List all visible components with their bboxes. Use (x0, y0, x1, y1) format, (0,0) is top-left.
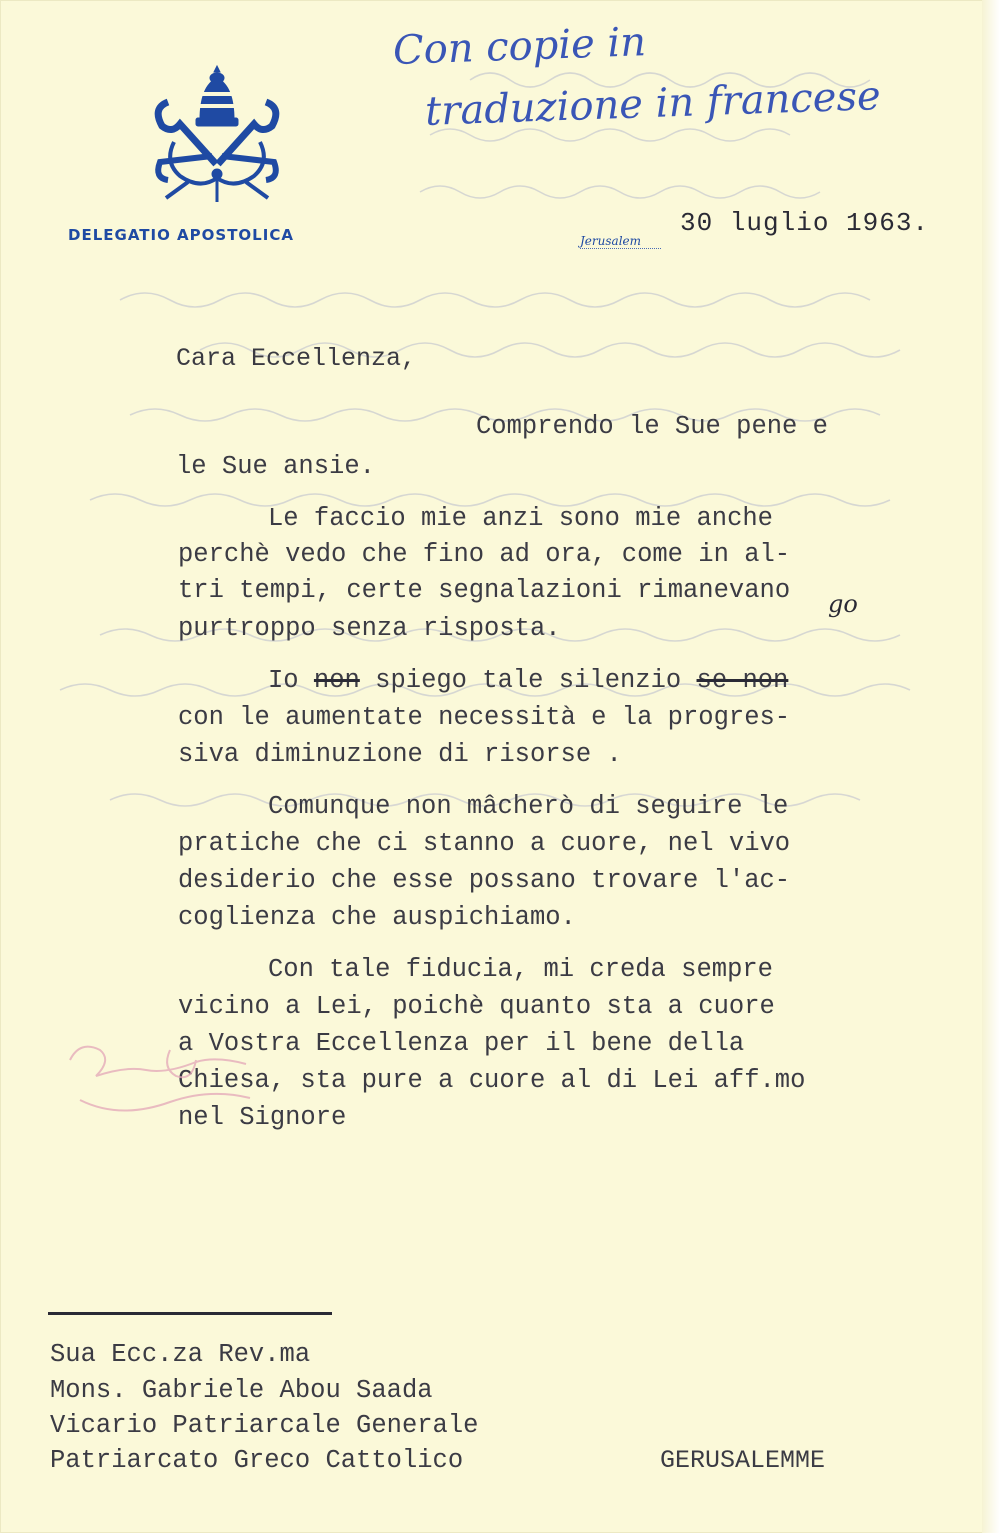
address-city: GERUSALEMME (660, 1446, 826, 1475)
paragraph-3-line-1 (268, 666, 788, 695)
paragraph-5-line-5: nel Signore (178, 1103, 347, 1132)
paragraph-2-line-1: Le faccio mie anzi sono mie anche (268, 504, 773, 533)
paragraph-2-line-3 (178, 576, 790, 605)
paragraph-2-line-4: purtroppo senza risposta. (178, 614, 561, 643)
handwritten-note-line-2: traduzione in francese (424, 73, 882, 135)
paragraph-2-line-3-text: tri tempi, certe segnalazioni (178, 576, 622, 605)
handwritten-note-line-1: Con copie in (392, 19, 647, 74)
struck-phrase: se non (696, 666, 789, 695)
paragraph-5-line-1: Con tale fiducia, mi creda sempre (268, 955, 773, 984)
page-edge (982, 0, 1000, 1533)
paragraph-1-line-2: le Sue ansie. (176, 452, 375, 481)
papal-crest-icon (148, 62, 286, 204)
address-line-4: Patriarcato Greco Cattolico (50, 1446, 464, 1475)
address-line-2: Mons. Gabriele Abou Saada (50, 1376, 433, 1405)
handwritten-correction: go (828, 590, 858, 618)
paragraph-3-word: Io (268, 666, 299, 695)
separator-rule (48, 1312, 332, 1315)
paragraph-1-line-1: Comprendo le Sue pene e (476, 412, 828, 441)
address-line-3: Vicario Patriarcale Generale (50, 1411, 479, 1440)
paragraph-4-line-2: pratiche che ci stanno a cuore, nel vivo (178, 829, 791, 858)
organization-name: DELEGATIO APOSTOLICA (68, 226, 294, 244)
paragraph-3-line-2: con le aumentate necessità e la progres- (178, 703, 791, 732)
address-line-1: Sua Ecc.za Rev.ma (50, 1340, 311, 1369)
paragraph-5-line-3: a Vostra Eccellenza per il bene della (178, 1029, 745, 1058)
paragraph-3-text: spiego tale silenzio (375, 666, 682, 695)
paragraph-5-line-2: vicino a Lei, poichè quanto sta a cuore (178, 992, 775, 1021)
paragraph-5-line-4: Chiesa, sta pure a cuore al di Lei aff.mo (178, 1066, 806, 1095)
place-label: Jerusalem (580, 234, 661, 249)
paragraph-4-line-3: desiderio che esse possano trovare l'ac- (178, 866, 791, 895)
paragraph-3-line-3: siva diminuzione di risorse . (178, 740, 622, 769)
paragraph-4-line-4: coglienza che auspichiamo. (178, 903, 576, 932)
salutation: Cara Eccellenza, (176, 344, 417, 373)
paragraph-4-line-1: Comunque non mâcherò di seguire le (268, 792, 789, 821)
struck-word: non (313, 666, 360, 695)
paragraph-2-corrected-word: rimanevano (637, 576, 791, 605)
letter-date: 30 luglio 1963. (680, 208, 930, 238)
paragraph-2-line-2: perchè vedo che fino ad ora, come in al- (178, 540, 791, 569)
handwritten-note (392, 3, 882, 144)
faint-signature (60, 1020, 260, 1120)
